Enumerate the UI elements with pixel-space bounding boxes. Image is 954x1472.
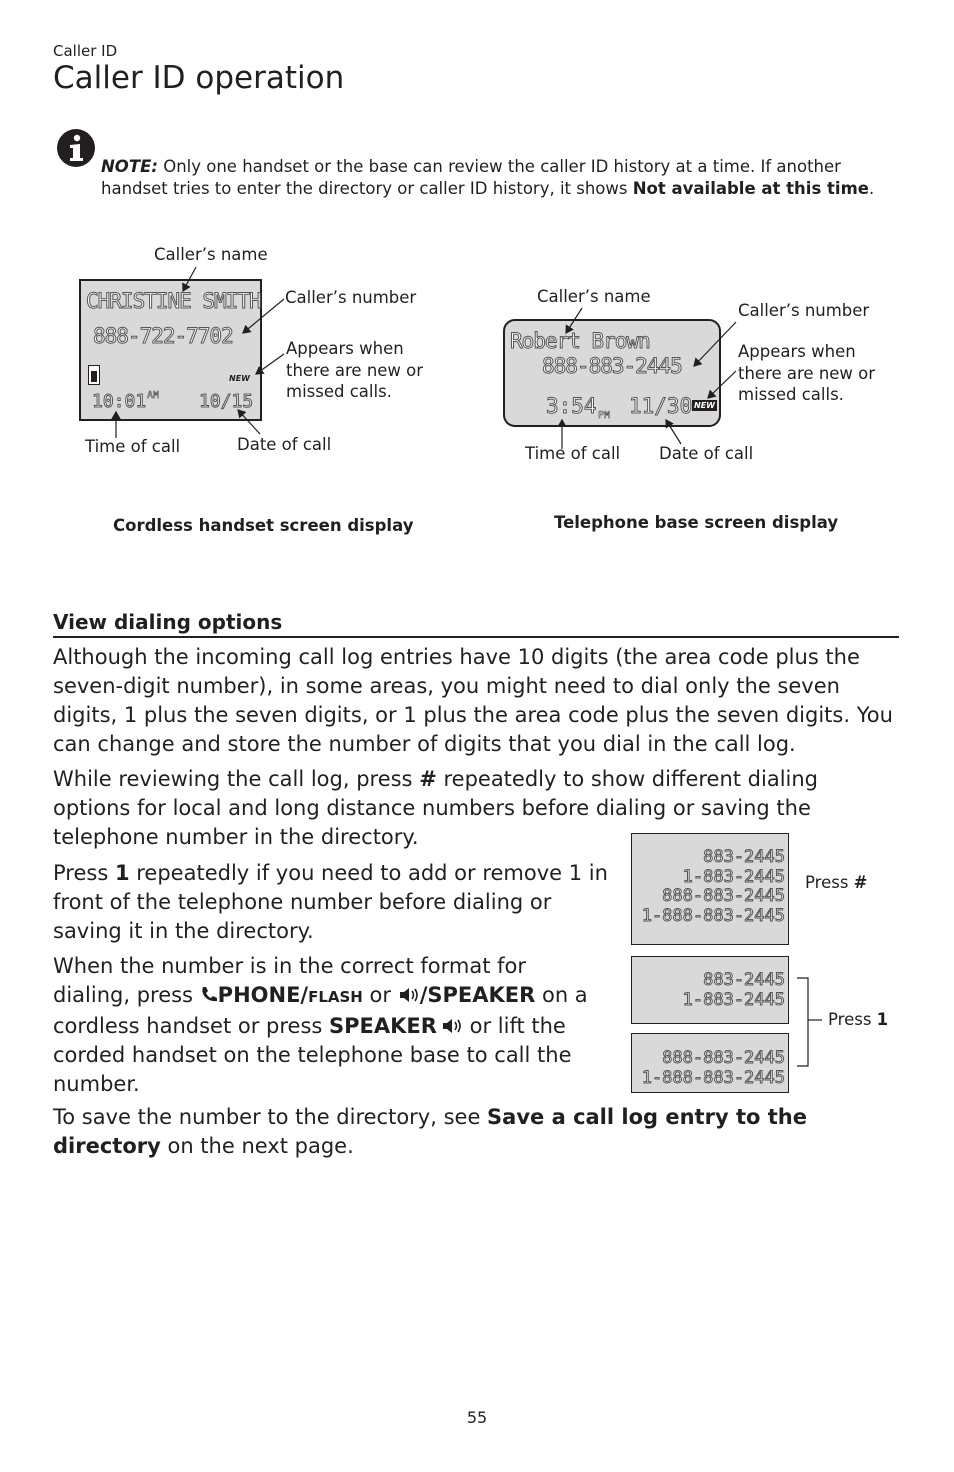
format-line: 1-888-883-2445 [641,905,785,926]
base-caller-number: 888-883-2445 [542,354,682,378]
press-one-label [828,1009,888,1031]
handset-new-badge: NEW [229,374,250,383]
base-caption: Telephone base screen display [554,513,839,532]
paragraph-4 [53,952,598,1099]
format-line: 883-2445 [703,847,785,867]
handset-label-appears: Appears when there are new or missed calls. [286,339,424,401]
handset-time: 10:01 [92,391,147,412]
phone-key: PHONE/ [217,983,309,1007]
leader-base-date [666,420,681,444]
leader-handset-number [243,299,284,333]
format-display-all [631,833,789,945]
section-label: Caller ID [53,42,118,60]
one-key: 1 [114,861,130,885]
p2-text-a: While reviewing the call log, press [53,767,420,791]
p3-text-a: Press [53,861,115,885]
format-line: 1-888-883-2445 [641,1067,785,1088]
leader-handset-name [183,267,196,291]
section-heading: View dialing options [53,610,283,634]
handset-caption: Cordless handset screen display [113,516,414,535]
heading-rule [53,636,899,638]
note-body-1: Only one handset or the base can review the caller ID history at a time. If another handset tries to enter the directory or caller ID history, it shows [101,157,841,198]
leader-base-name [566,308,582,333]
note-lead: NOTE: [101,157,158,176]
page-number: 55 [466,1408,488,1427]
handset-label-date: Date of call [237,435,332,454]
base-label-time: Time of call [525,444,621,463]
base-date: 11/30 [629,394,693,418]
press-hash-text: Press [805,873,854,892]
p3-text-b: repeatedly if you need to add or remove 1 in front of the telephone number before dialing or saving it in the directory. [53,861,608,943]
format-line: 1-883-2445 [682,866,785,887]
speaker-icon [437,1017,463,1035]
handset-caller-name: CHRISTINE SMITH [86,289,261,313]
hash-key: # [419,767,437,791]
format-display-long [631,1033,789,1093]
note-bold: Not available at this time [632,179,869,198]
flash-key: FLASH [308,988,363,1006]
handset-ampm: AM [147,390,160,401]
format-line: 883-2445 [703,970,785,990]
handset-label-caller-number: Caller’s number [285,288,417,307]
format-line: 1-883-2445 [682,989,785,1010]
press-hash-label [805,872,868,894]
handset-caller-number: 888-722-7702 [93,324,233,348]
p4-text-a: When the number is in the correct format for dialing, press [53,954,526,1007]
speaker-key: /SPEAKER [419,983,536,1007]
format-display-short [631,956,789,1024]
paragraph-5 [53,1103,899,1161]
paragraph-3 [53,859,613,946]
format-line: 888-883-2445 [662,1048,785,1068]
press-one-text: Press [828,1010,877,1029]
handset-date: 10/15 [199,391,254,412]
format-line: 888-883-2445 [662,886,785,906]
base-label-caller-name: Caller’s name [537,287,651,306]
p5-link-text: Save a call log entry to the directory [53,1105,807,1158]
base-caller-name: Robert Brown [510,329,650,353]
p4-text-c: or lift the corded handset on the telephone base to call the number. [53,1014,572,1096]
press-one-bracket [796,970,826,1074]
base-new-badge: NEW [694,401,715,410]
leader-base-number [694,322,736,366]
phone-icon [200,985,218,1003]
press-one-key: 1 [876,1010,889,1029]
paragraph-1: Although the incoming call log entries have 10 digits (the area code plus the seven-digit number), in some areas, you might need to dial only the seven digits, 1 plus the seven digits, or 1 plus the area code plus the seven digits. You can change and store the number of digits that you dial in the call log. [53,645,893,756]
p4-or: or [362,983,398,1007]
speaker-key-2: SPEAKER [329,1014,437,1038]
leader-handset-new [256,354,284,374]
base-ampm: PM [598,410,611,421]
handset-label-time: Time of call [85,437,181,456]
p5-text-b: on the next page. [160,1134,354,1158]
p4-text-b: on a cordless handset or press [53,983,588,1038]
callout-lines [0,0,954,560]
p5-text-a: To save the number to the directory, see [53,1105,488,1129]
note-body-2: . [868,179,875,198]
base-label-appears: Appears when there are new or missed calls. [738,342,876,404]
leader-base-new [708,371,736,398]
base-label-date: Date of call [659,444,754,463]
press-hash-key: # [853,873,868,892]
page-title: Caller ID operation [53,60,345,96]
speaker-icon [398,986,420,1004]
base-label-caller-number: Caller’s number [738,301,870,320]
base-time: 3:54 [546,394,597,418]
leader-handset-date [238,410,260,434]
p2-text-b: repeatedly to show different dialing options for local and long distance numbers before dialing or saving the telephone number in the directory. [53,767,819,849]
handset-label-caller-name: Caller’s name [154,245,268,264]
